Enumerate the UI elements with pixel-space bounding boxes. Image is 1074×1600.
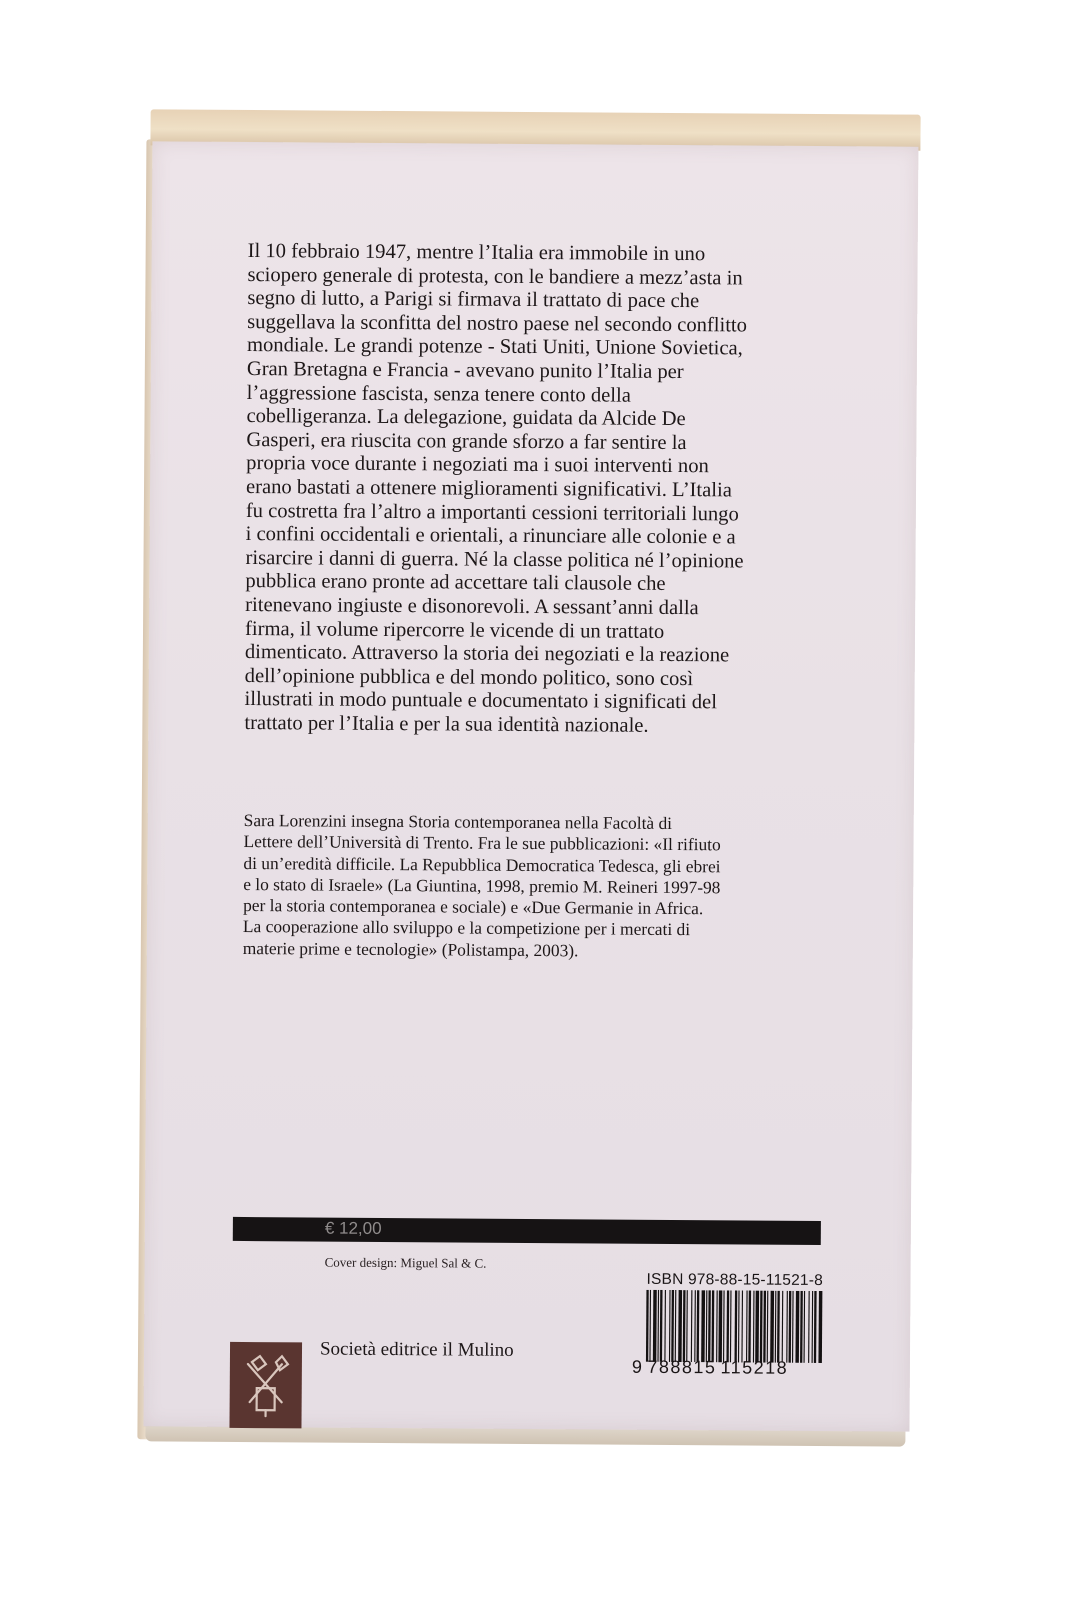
barcode-bar	[800, 1291, 803, 1363]
barcode-bar	[786, 1291, 788, 1363]
barcode-bar	[767, 1291, 769, 1363]
windmill-logo-icon	[229, 1342, 302, 1429]
barcode-bar	[726, 1290, 729, 1362]
blurb-line: trattato per l’Italia e per la sua identità nazionale.	[244, 711, 649, 737]
bio-line: e lo stato di Israele» (La Giuntina, 1998, premio M. Reineri 1997-98	[243, 873, 721, 898]
barcode-bar	[808, 1291, 810, 1363]
blurb-line: l’aggressione fascista, senza tenere conto della	[246, 381, 632, 407]
barcode-bar	[818, 1291, 822, 1363]
blurb-line: illustrati in modo puntuale e documentato i significati del	[244, 688, 718, 714]
barcode-bar	[775, 1291, 777, 1363]
bio-line: La cooperazione allo sviluppo e la competizione per i mercati di	[242, 916, 691, 940]
barcode-bar	[755, 1291, 759, 1363]
blurb-line: segno di lutto, a Parigi si firmava il trattato di pace che	[247, 287, 700, 313]
blurb-line: Gasperi, era riuscita con grande sforzo a far sentire la	[246, 428, 687, 454]
bio-line: Lettere dell’Università di Trento. Fra le sue pubblicazioni: «Il rifiuto	[243, 831, 721, 855]
barcode-bar	[671, 1290, 674, 1362]
blurb-line: i confini occidentali e orientali, a rinunciare alle colonie e a	[245, 523, 736, 549]
barcode-bar	[723, 1290, 725, 1362]
cover-design-credit: Cover design: Miguel Sal & C.	[324, 1254, 487, 1271]
barcode-bar	[741, 1290, 743, 1362]
bio-line: materie prime e tecnologie» (Polistampa, 2003).	[242, 937, 579, 961]
barcode-digit-group-1: 788815	[647, 1356, 717, 1378]
barcode-bar	[678, 1290, 682, 1362]
blurb-line: Gran Bretagna e Francia - avevano punito l’Italia per	[246, 357, 684, 384]
publisher-name: Società editrice il Mulino	[319, 1338, 514, 1361]
barcode-bar	[789, 1291, 792, 1363]
barcode-bar	[686, 1290, 688, 1362]
barcode-bar	[657, 1290, 659, 1362]
barcode-bar	[738, 1290, 740, 1362]
barcode-bar	[777, 1291, 780, 1363]
barcode-bar	[697, 1290, 700, 1362]
barcode-bar	[711, 1290, 714, 1362]
blurb-line: erano bastati a ottenere miglioramenti significativi. L’Italia	[245, 475, 732, 502]
blurb-line: Il 10 febbraio 1947, mentre l’Italia era immobile in uno	[247, 240, 706, 266]
blurb-line: pubblica erano pronte ad accettare tali clausole che	[245, 570, 666, 596]
bio-line: Sara Lorenzini insegna Storia contemporanea nella Facoltà di	[243, 809, 673, 833]
back-cover	[143, 141, 918, 1431]
blurb-text	[244, 240, 827, 740]
barcode-bar	[770, 1291, 774, 1363]
barcode-bar	[763, 1291, 766, 1363]
barcode-bar	[649, 1290, 651, 1362]
barcode-bar	[734, 1290, 737, 1362]
blurb-line: dimenticato. Attraverso la storia dei negoziati e la reazione	[244, 641, 730, 667]
barcode-bar	[795, 1291, 799, 1363]
barcode-bar	[669, 1290, 671, 1362]
barcode-bar	[691, 1290, 693, 1362]
barcode-digit-prefix: 9	[631, 1356, 644, 1377]
barcode-bar	[716, 1290, 718, 1362]
barcode-bar	[814, 1291, 817, 1363]
barcode-digits	[632, 1357, 788, 1379]
barcode-bar	[812, 1291, 814, 1363]
barcode-bar	[803, 1291, 805, 1363]
barcode-bar	[675, 1290, 677, 1362]
barcode-bar	[701, 1290, 705, 1362]
blurb-line: mondiale. Le grandi potenze - Stati Uniti, Unione Sovietica,	[246, 334, 743, 360]
barcode-bar	[760, 1291, 763, 1363]
bio-line: per la storia contemporanea e sociale) e «Due Germanie in Africa.	[243, 895, 704, 919]
barcode-bar	[792, 1291, 794, 1363]
publisher-logo	[229, 1342, 302, 1429]
barcode-bar	[718, 1290, 722, 1362]
blurb-line: propria voce durante i negoziati ma i suoi interventi non	[246, 452, 709, 478]
price-bar	[233, 1217, 821, 1245]
barcode-bar	[746, 1291, 748, 1363]
barcode-bar	[748, 1291, 751, 1363]
blurb-line: fu costretta fra l’altro a importanti cessioni territoriali lungo	[245, 499, 739, 525]
blurb-line: suggellava la sconfitta del nostro paese nel secondo conflitto	[247, 310, 748, 337]
blurb-line: risarcire i danni di guerra. Né la classe politica né l’opinione	[245, 546, 744, 573]
bio-line: di un’eredità difficile. La Repubblica Democratica Tedesca, gli ebrei	[243, 852, 721, 876]
book	[141, 109, 920, 1449]
barcode-bar	[730, 1290, 732, 1362]
blurb-line: cobelligeranza. La delegazione, guidata da Alcide De	[246, 405, 686, 431]
barcode-bar	[664, 1290, 666, 1362]
barcode-bar	[782, 1291, 784, 1363]
barcode-bar	[753, 1291, 755, 1363]
barcode-icon	[644, 1290, 824, 1363]
barcode-bar	[694, 1290, 696, 1362]
barcode-bar	[706, 1290, 708, 1362]
barcode-bar	[708, 1290, 711, 1362]
blurb-line: sciopero generale di protesta, con le bandiere a mezz’asta in	[247, 263, 743, 290]
barcode-bar	[653, 1290, 657, 1362]
price-label: € 12,00	[324, 1218, 382, 1238]
barcode-bar	[683, 1290, 686, 1362]
blurb-line: ritenevano ingiuste e disonorevoli. A sessant’anni dalla	[245, 593, 699, 620]
blurb-line: dell’opinione pubblica e del mondo politico, sono così	[244, 664, 694, 690]
barcode-bar	[646, 1290, 649, 1362]
blurb-line: firma, il volume ripercorre le vicende di un trattato	[244, 617, 665, 643]
author-bio	[243, 810, 834, 963]
isbn-label: ISBN 978-88-15-11521-8	[646, 1270, 824, 1290]
barcode-bar	[660, 1290, 663, 1362]
barcode-digit-group-2: 115218	[720, 1357, 789, 1378]
